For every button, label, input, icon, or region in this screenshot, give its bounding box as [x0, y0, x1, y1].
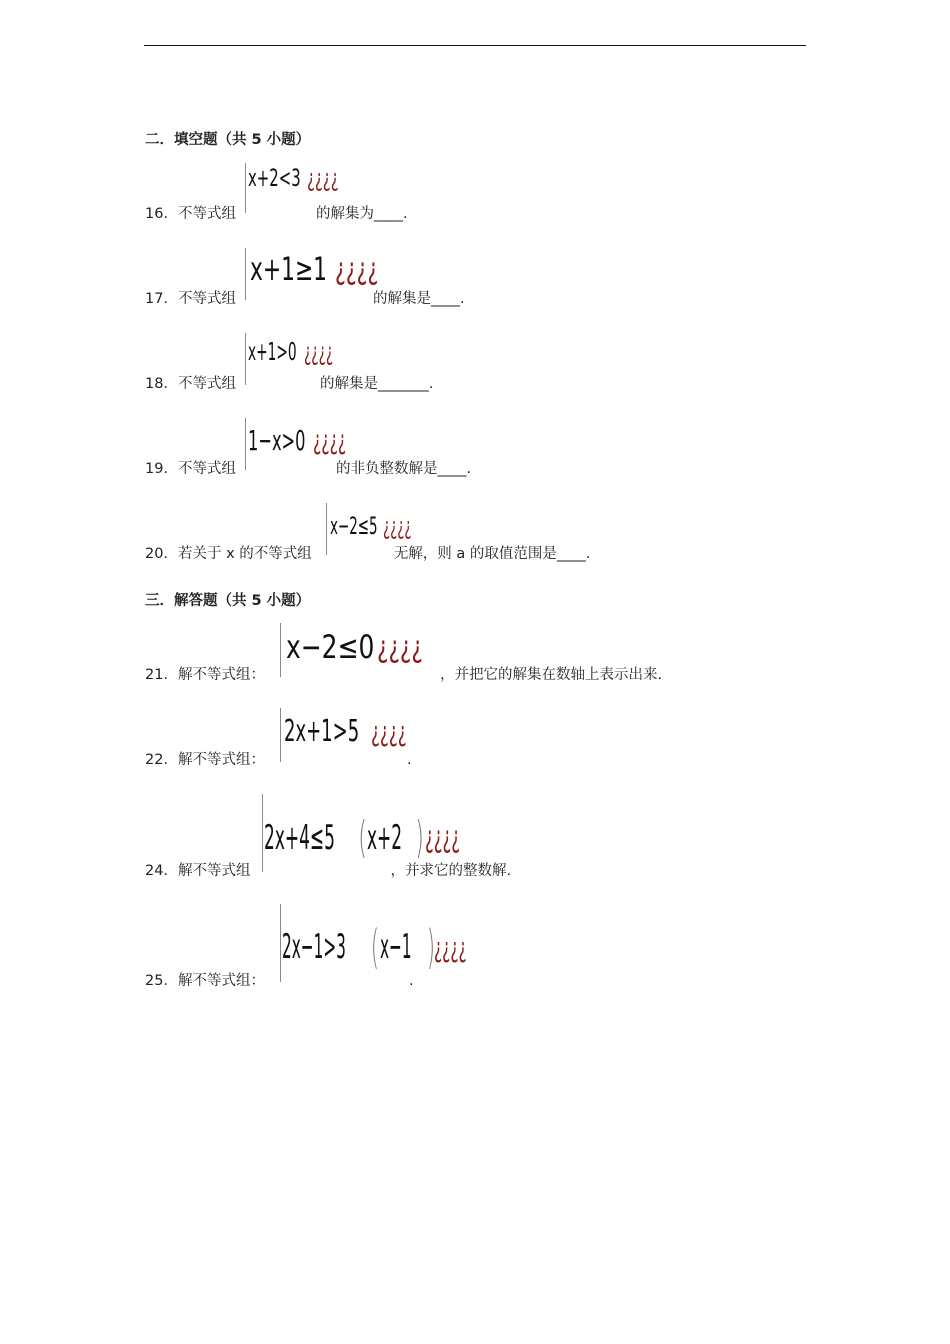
question-suffix: 无解，则 a 的取值范围是____.: [393, 546, 591, 562]
expression: 2x+4≤5: [264, 817, 335, 858]
question-suffix: 的非负整数解是____.: [336, 461, 472, 477]
question-number: 18．: [145, 376, 178, 392]
question-suffix: .: [409, 973, 414, 989]
formula-16: [248, 164, 358, 192]
expression: x−2≤0: [286, 628, 375, 666]
formula-19: [248, 424, 370, 457]
garbled-glyphs: ¿¿¿¿: [424, 820, 460, 855]
garbled-glyphs: ¿¿¿¿: [434, 930, 467, 964]
question-24: [145, 859, 511, 880]
formula-21: [286, 628, 441, 666]
garbled-glyphs: ¿¿¿¿: [377, 629, 424, 665]
open-paren: (: [370, 920, 380, 974]
formula-25: [282, 920, 494, 974]
garbled-glyphs: ¿¿¿¿: [313, 425, 347, 456]
question-suffix: 的解集为____.: [316, 206, 408, 222]
expression: x−1: [379, 927, 412, 967]
garbled-glyphs: ¿¿¿¿: [306, 164, 339, 192]
question-number: 24．: [145, 863, 178, 879]
question-25: [145, 969, 414, 990]
expression: x+1≥1: [250, 250, 328, 288]
expression: x−2≤5: [330, 512, 378, 540]
question-number: 25．: [145, 973, 178, 989]
expression: x+2<3: [248, 164, 301, 192]
question-prefix: 不等式组: [178, 291, 236, 307]
formula-17: [250, 250, 399, 288]
question-16: [145, 202, 408, 223]
question-18: [145, 372, 433, 393]
formula-18: [248, 337, 357, 366]
question-suffix: 的解集是____.: [373, 291, 465, 307]
question-suffix: 的解集是_______.: [320, 376, 434, 392]
question-prefix: 解不等式组：: [178, 973, 265, 989]
question-number: 17．: [145, 291, 178, 307]
garbled-glyphs: ¿¿¿¿: [335, 251, 379, 287]
garbled-glyphs: ¿¿¿¿: [371, 715, 407, 748]
question-20: [145, 542, 591, 563]
close-paren: ): [427, 920, 436, 974]
expression: 2x+1>5: [284, 714, 360, 749]
question-number: 20．: [145, 546, 178, 562]
question-17: [145, 287, 465, 308]
garbled-glyphs: ¿¿¿¿: [382, 512, 412, 540]
question-prefix: 不等式组: [178, 206, 236, 222]
question-number: 19．: [145, 461, 178, 477]
question-suffix: .: [407, 752, 412, 768]
question-prefix: 不等式组: [178, 461, 236, 477]
question-number: 16．: [145, 206, 178, 222]
close-paren: ): [415, 812, 425, 863]
question-19: [145, 457, 471, 478]
expression: 1−x>0: [248, 424, 306, 457]
header-rule: [144, 45, 806, 46]
question-prefix: 若关于 x 的不等式组: [178, 546, 312, 562]
question-suffix: ，并求它的整数解.: [390, 863, 512, 879]
expression: x+1>0: [248, 337, 297, 366]
section-heading-fill: 二．填空题（共 5 小题）: [145, 132, 311, 148]
formula-20: [330, 512, 434, 540]
open-paren: (: [358, 812, 367, 863]
question-suffix: ，并把它的解集在数轴上表示出来.: [440, 667, 663, 683]
expression: x+2: [367, 817, 403, 858]
question-number: 21．: [145, 667, 178, 683]
question-prefix: 不等式组: [178, 376, 236, 392]
question-prefix: 解不等式组：: [178, 752, 265, 768]
expression: 2x−1>3: [282, 927, 346, 967]
question-22: [145, 748, 412, 769]
question-prefix: 解不等式组：: [178, 667, 265, 683]
question-prefix: 解不等式组: [178, 863, 251, 879]
garbled-glyphs: ¿¿¿¿: [303, 337, 333, 366]
formula-22: [284, 714, 431, 749]
formula-24: [264, 812, 488, 863]
section-heading-answer: 三．解答题（共 5 小题）: [145, 593, 311, 609]
question-21: [145, 663, 662, 684]
question-number: 22．: [145, 752, 178, 768]
